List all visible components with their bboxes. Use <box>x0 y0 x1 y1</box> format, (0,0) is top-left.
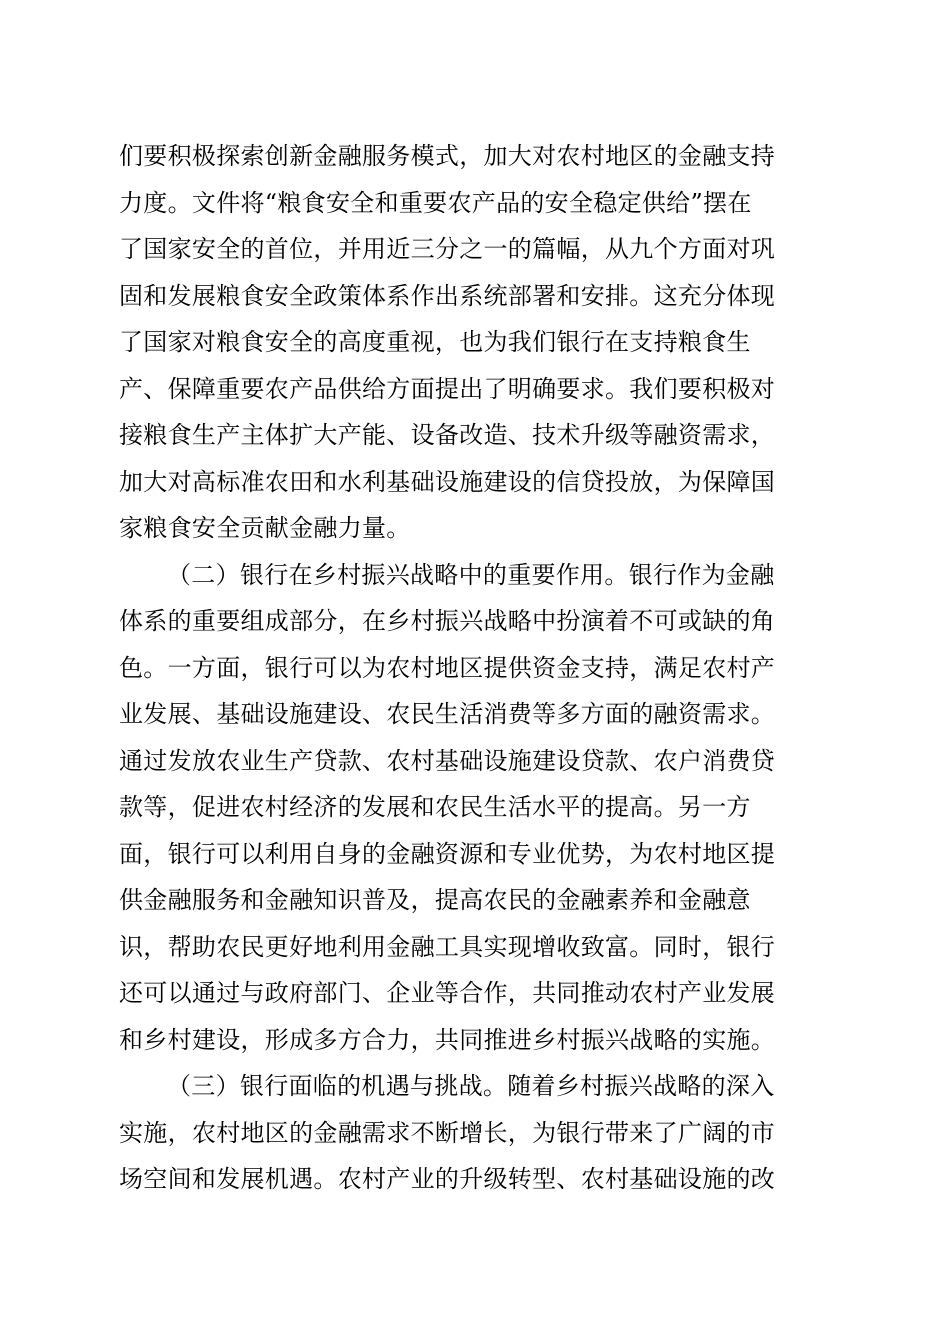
text-line: 体系的重要组成部分，在乡村振兴战略中扮演着不可或缺的角 <box>119 607 776 635</box>
text-line: 了国家对粮食安全的高度重视，也为我们银行在支持粮食生 <box>119 328 751 356</box>
text-line: 们要积极探索创新金融服务模式，加大对农村地区的金融支持 <box>119 142 776 170</box>
body-text <box>119 133 839 1203</box>
text-line: 款等，促进农村经济的发展和农民生活水平的提高。另一方 <box>119 793 751 821</box>
text-line: 实施，农村地区的金融需求不断增长，为银行带来了广阔的市 <box>119 1118 776 1147</box>
section-heading-line: （三）银行面临的机遇与挑战。随着乡村振兴战略的深入 <box>167 1072 775 1100</box>
text-line: 还可以通过与政府部门、企业等合作，共同推动农村产业发展 <box>119 979 776 1007</box>
text-line: 色。一方面，银行可以为农村地区提供资金支持，满足农村产 <box>119 653 776 682</box>
text-line: 业发展、基础设施建设、农民生活消费等多方面的融资需求。 <box>119 700 776 728</box>
text-line: 加大对高标准农田和水利基础设施建设的信贷投放，为保障国 <box>119 467 776 496</box>
text-line: 固和发展粮食安全政策体系作出系统部署和安排。这充分体现 <box>119 281 776 310</box>
text-line: 产、保障重要农产品供给方面提出了明确要求。我们要积极对 <box>119 374 776 403</box>
text-line: 接粮食生产主体扩大产能、设备改造、技术升级等融资需求， <box>119 421 776 449</box>
text-line: 供金融服务和金融知识普及，提高农民的金融素养和金融意 <box>119 886 751 914</box>
text-line: 家粮食安全贡献金融力量。 <box>119 514 411 542</box>
text-line: 面，银行可以利用自身的金融资源和专业优势，为农村地区提 <box>119 839 776 868</box>
text-line: 了国家安全的首位，并用近三分之一的篇幅，从九个方面对巩 <box>119 235 776 263</box>
text-line: 和乡村建设，形成多方合力，共同推进乡村振兴战略的实施。 <box>119 1025 776 1054</box>
text-line: 场空间和发展机遇。农村产业的升级转型、农村基础设施的改 <box>119 1165 776 1193</box>
text-line: 力度。文件将“粮食安全和重要农产品的安全稳定供给”摆在 <box>119 188 752 217</box>
text-line: 通过发放农业生产贷款、农村基础设施建设贷款、农户消费贷 <box>119 746 776 775</box>
section-heading-line: （二）银行在乡村振兴战略中的重要作用。银行作为金融 <box>167 560 775 589</box>
text-line: 识，帮助农民更好地利用金融工具实现增收致富。同时，银行 <box>119 932 776 961</box>
